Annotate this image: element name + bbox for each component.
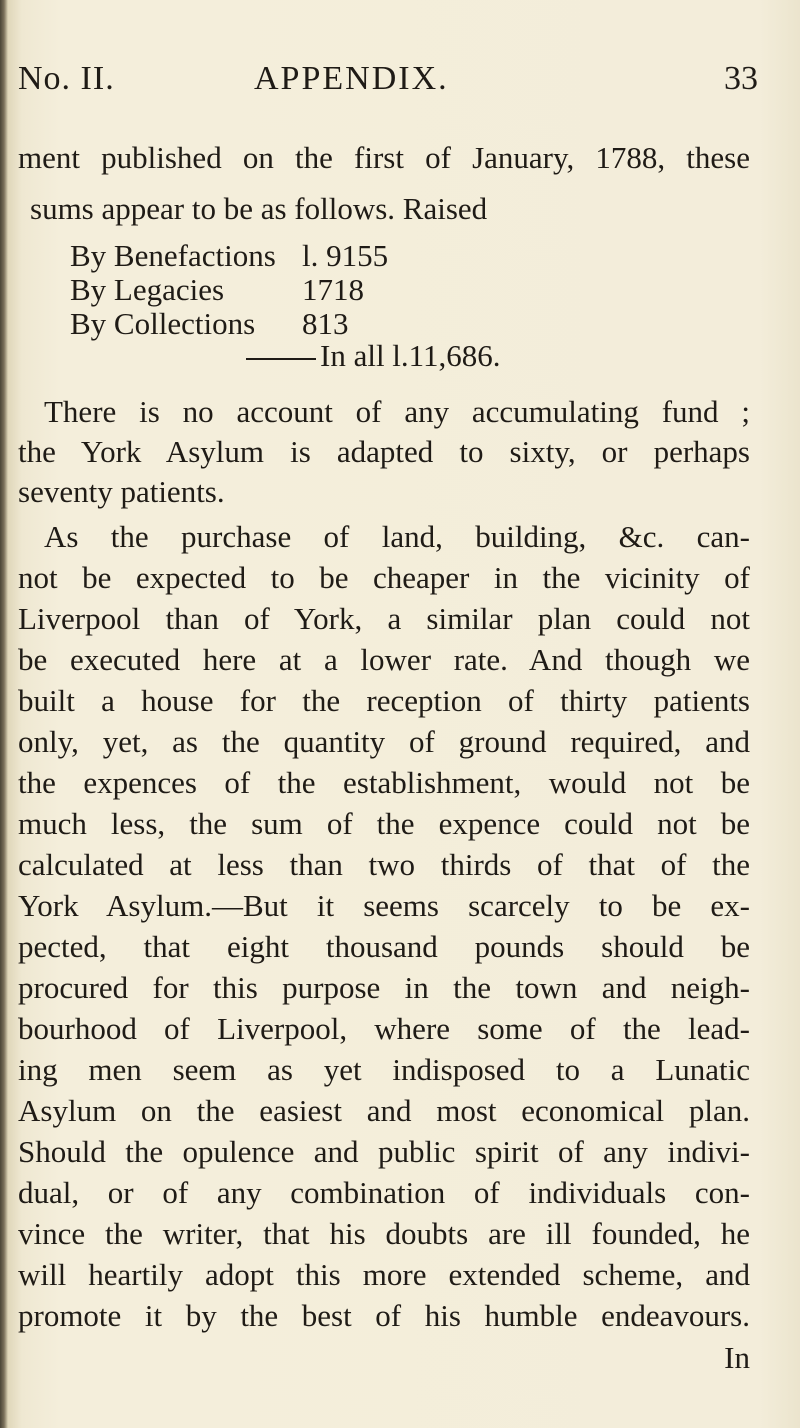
paragraph2-line: York Asylum.—But it seems scarcely to be ex-: [18, 888, 750, 923]
table-value: 813: [302, 306, 349, 341]
catchword: In: [724, 1340, 750, 1375]
page-spine-shadow: [0, 0, 8, 1428]
intro-line-2: sums appear to be as follows. Raised: [30, 191, 488, 226]
table-value: l. 9155: [302, 238, 389, 273]
table-label: By Legacies: [70, 272, 225, 307]
paragraph2-line: ing men seem as yet indisposed to a Lunatic: [18, 1052, 750, 1087]
intro-line-1: ment published on the first of January, 1788, these: [18, 140, 750, 175]
table-label: By Benefactions: [70, 238, 276, 273]
running-header: [18, 60, 758, 110]
paragraph2-line: procured for this purpose in the town and neigh-: [18, 970, 750, 1005]
paragraph1-line: the York Asylum is adapted to sixty, or perhaps: [18, 434, 750, 469]
paragraph1-line: seventy patients.: [18, 474, 225, 509]
paragraph2-line: Liverpool than of York, a similar plan could not: [18, 601, 750, 636]
paragraph2-line: promote it by the best of his humble endeavours.: [18, 1298, 750, 1333]
paragraph2-line: As the purchase of land, building, &c. can-: [44, 519, 750, 554]
paragraph2-line: much less, the sum of the expence could not be: [18, 806, 750, 841]
paragraph2-line: vince the writer, that his doubts are ill founded, he: [18, 1216, 750, 1251]
paragraph2-line: Should the opulence and public spirit of any indivi-: [18, 1134, 750, 1169]
paragraph2-line: not be expected to be cheaper in the vicinity of: [18, 560, 750, 595]
paragraph2-line: will heartily adopt this more extended scheme, and: [18, 1257, 750, 1292]
paragraph2-line: the expences of the establishment, would not be: [18, 765, 750, 800]
paragraph2-line: pected, that eight thousand pounds should be: [18, 929, 750, 964]
table-value: 1718: [302, 272, 364, 307]
total-text: In all l.11,686.: [320, 338, 501, 373]
page-number: 33: [724, 60, 758, 97]
paragraph2-line: built a house for the reception of thirty patients: [18, 683, 750, 718]
paragraph2-line: only, yet, as the quantity of ground required, and: [18, 724, 750, 759]
paragraph2-line: dual, or of any combination of individuals con-: [18, 1175, 750, 1210]
total-rule: [246, 358, 316, 360]
paragraph2-line: bourhood of Liverpool, where some of the lead-: [18, 1011, 750, 1046]
header-number: No. II.: [18, 60, 115, 97]
paragraph2-line: be executed here at a lower rate. And though we: [18, 642, 750, 677]
header-title: APPENDIX.: [254, 60, 449, 97]
total-line: [246, 338, 501, 374]
paragraph2-line: calculated at less than two thirds of that of the: [18, 847, 750, 882]
table-label: By Collections: [70, 306, 256, 341]
paragraph2-line: Asylum on the easiest and most economical plan.: [18, 1093, 750, 1128]
paragraph1-line: There is no account of any accumulating fund ;: [44, 394, 750, 429]
